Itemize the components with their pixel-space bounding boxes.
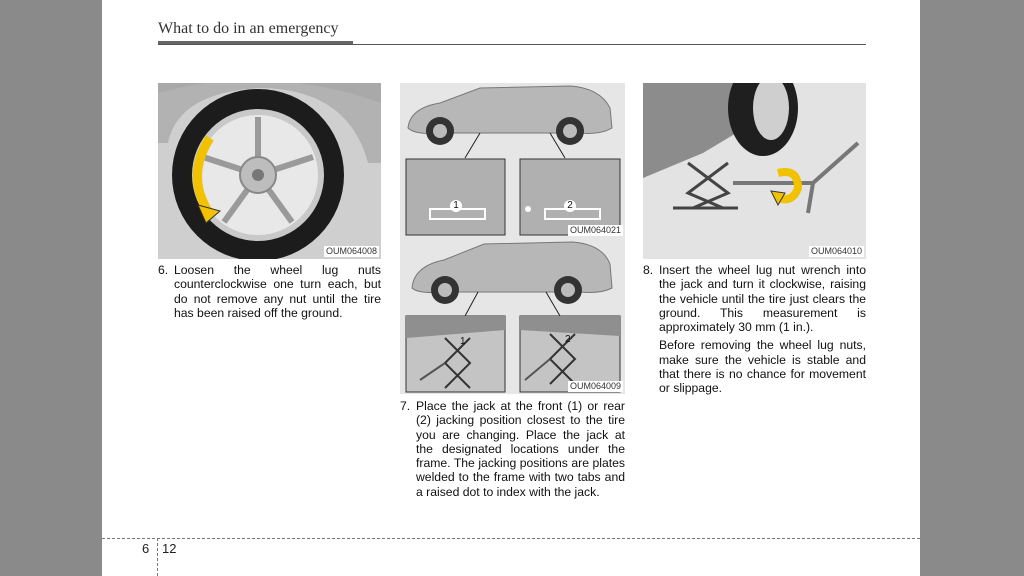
section-title: What to do in an emergency [158, 20, 339, 37]
step-6 [158, 263, 381, 320]
figure-code: OUM064010 [810, 246, 862, 256]
step-text: Place the jack at the front (1) or rear (2) jacking position closest to the tire you are changing. Place the jack at the designated locations under the frame. The jacking positions are plates welded to the frame with two tabs and a raised dot to index with the jack. [416, 399, 625, 499]
step-8 [643, 263, 866, 396]
manual-page [102, 0, 920, 576]
step-number: 7. [400, 399, 411, 413]
front-jack-callout: 1 [460, 336, 466, 347]
rear-jack-callout: 2 [565, 334, 571, 345]
step-number: 8. [643, 263, 654, 277]
raise-vehicle-figure [643, 83, 866, 259]
step-7 [400, 399, 625, 499]
step-note: Before removing the wheel lug nuts, make sure the vehicle is stable and that there is no chance for movement or slippage. [659, 338, 866, 396]
step-text: Insert the wheel lug nut wrench into the jack and turn it clockwise, raising the vehicle until the tire just clears the ground. This measurement is approximately 30 mm (1 in.). [659, 263, 866, 335]
figure-code: OUM064021 [569, 225, 621, 235]
jacking-tabs-figure [400, 83, 625, 238]
footer-rule [102, 538, 920, 539]
car-jacking-tabs-illustration [400, 83, 625, 238]
jacking-positions-figure [400, 238, 625, 394]
car-jack-positions-illustration [400, 238, 625, 394]
jack-wrench-illustration [643, 83, 866, 259]
step-text: Loosen the wheel lug nuts counterclockwise one turn each, but do not remove any nut until the tire has been raised off the ground. [174, 263, 381, 320]
figure-code: OUM064009 [569, 381, 621, 391]
wheel-lug-nut-figure [158, 83, 381, 259]
page-number: 12 [162, 541, 177, 556]
footer-divider [157, 538, 158, 576]
front-tab-callout: 1 [450, 200, 462, 212]
chapter-number: 6 [142, 541, 150, 556]
header-rule [158, 44, 866, 45]
figure-code: OUM064008 [325, 246, 377, 256]
step-number: 6. [158, 263, 169, 277]
rear-tab-callout: 2 [564, 200, 576, 212]
wheel-illustration [158, 83, 381, 259]
